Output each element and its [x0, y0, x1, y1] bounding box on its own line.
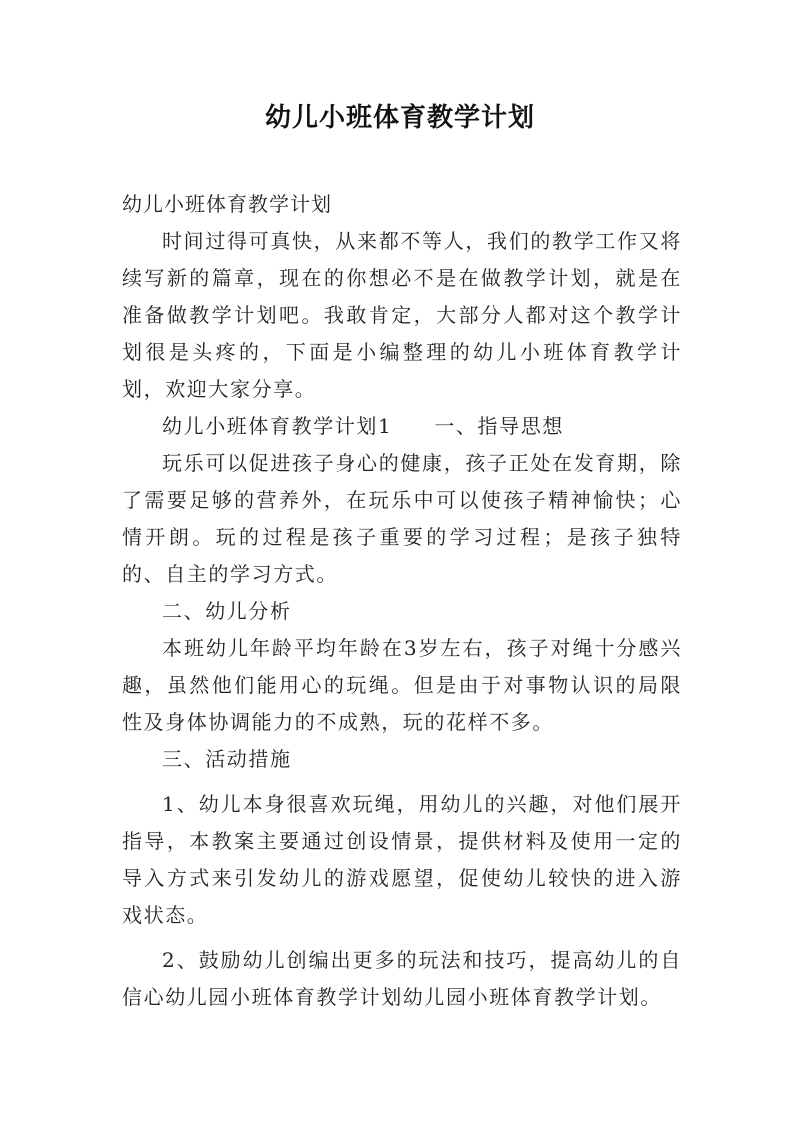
document-subtitle: 幼儿小班体育教学计划 [122, 192, 332, 216]
document-title: 幼儿小班体育教学计划 [264, 103, 535, 133]
document-body [122, 186, 682, 1016]
intro-paragraph: 时间过得可真快，从来都不等人，我们的教学工作又将续写新的篇章，现在的你想必不是在做教学计划，就是在准备做教学计划吧。我敢肯定，大部分人都对这个教学计划很是头疼的，下面是小编整理的幼儿小班体育教学计划，欢迎大家分享。 [122, 229, 682, 401]
section2-paragraph: 本班幼儿年龄平均年龄在3岁左右，孩子对绳十分感兴趣，虽然他们能用心的玩绳。但是由于对事物认识的局限性及身体协调能力的不成熟，玩的花样不多。 [122, 636, 682, 734]
measure-1-paragraph: 1、幼儿本身很喜欢玩绳，用幼儿的兴趣，对他们展开指导，本教案主要通过创设情景，提供材料及使用一定的导入方式来引发幼儿的游戏愿望，促使幼儿较快的进入游戏状态。 [122, 792, 682, 927]
section1-heading: 一、指导思想 [434, 414, 564, 438]
plan-label: 幼儿小班体育教学计划1 [162, 414, 393, 438]
section1-paragraph: 玩乐可以促进孩子身心的健康，孩子正处在发育期，除了需要足够的营养外，在玩乐中可以使孩子精神愉快；心情开朗。玩的过程是孩子重要的学习过程；是孩子独特的、自主的学习方式。 [122, 451, 682, 586]
plan-heading-line [122, 408, 682, 445]
section2-heading: 二、幼儿分析 [162, 599, 292, 623]
measure-2-paragraph: 2、鼓励幼儿创编出更多的玩法和技巧，提高幼儿的自信心幼儿园小班体育教学计划幼儿园小班体育教学计划。 [122, 948, 682, 1009]
section3-heading: 三、活动措施 [162, 747, 292, 771]
